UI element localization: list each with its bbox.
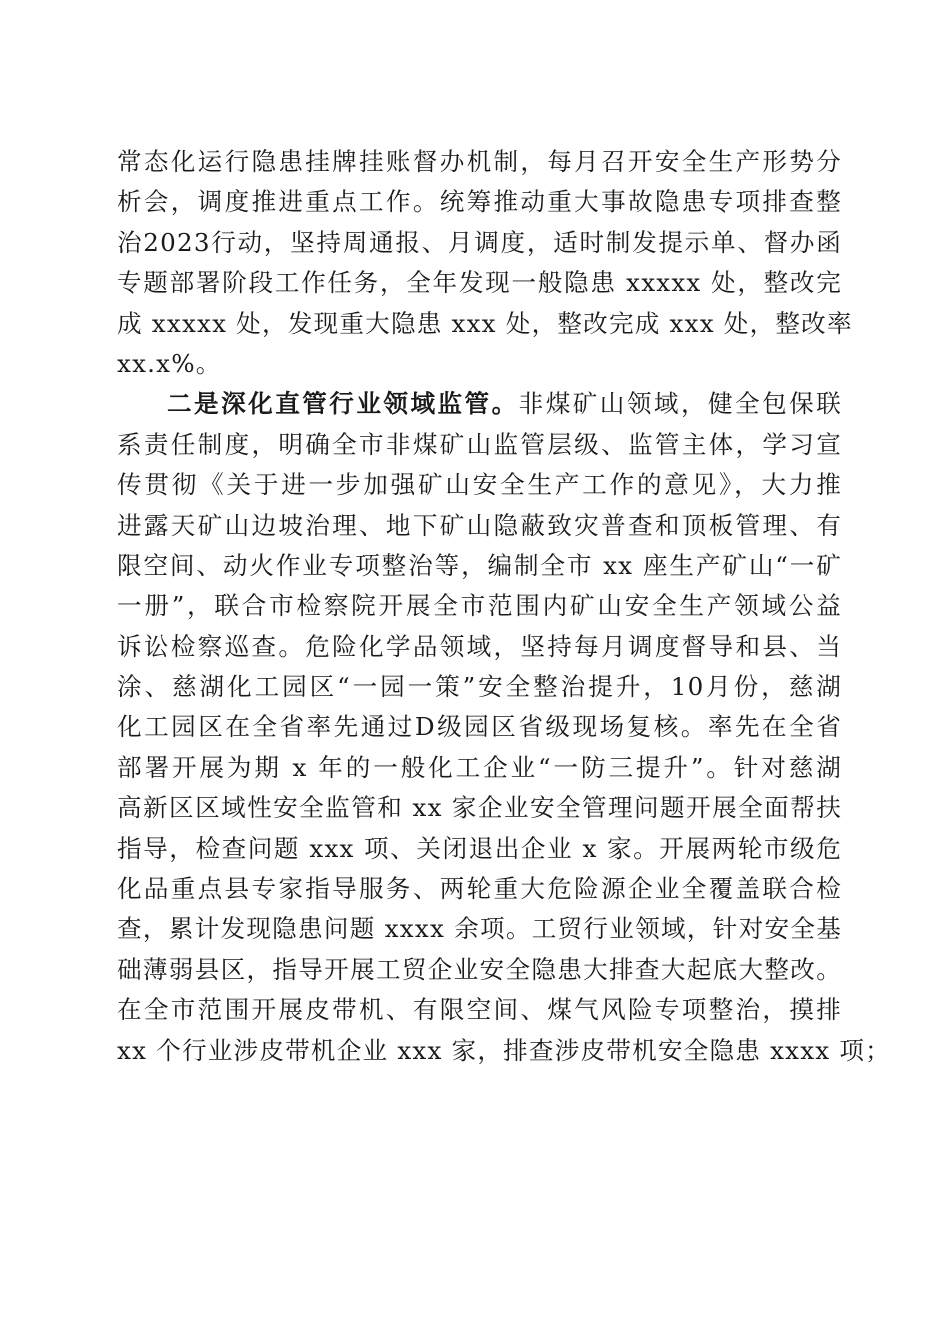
text-line: 指导，检查问题 xxx 项、关闭退出企业 x 家。开展两轮市级危 <box>117 833 842 863</box>
text-line: 成 xxxxx 处，发现重大隐患 xxx 处，整改完成 xxx 处，整改率 <box>117 308 853 338</box>
text-line: 部署开展为期 x 年的一般化工企业“一防三提升”。针对慈湖 <box>117 752 842 782</box>
text-line: 专题部署阶段工作任务，全年发现一般隐患 xxxxx 处，整改完 <box>117 268 842 298</box>
paragraph-lead-heading: 二是深化直管行业领域监管。 <box>167 389 519 419</box>
text-line: 析会，调度推进重点工作。统筹推动重大事故隐患专项排查整 <box>117 187 842 217</box>
text-line: 化品重点县专家指导服务、两轮重大危险源企业全覆盖联合检 <box>117 874 842 904</box>
document-body <box>117 142 891 1071</box>
text-segment: 非煤矿山领域，健全包保联 <box>518 389 842 419</box>
text-line: 在全市范围开展皮带机、有限空间、煤气风险专项整治，摸排 <box>117 995 842 1025</box>
text-line: 础薄弱县区，指导开展工贸企业安全隐患大排查大起底大整改。 <box>117 954 842 984</box>
text-line: 诉讼检察巡查。危险化学品领域，坚持每月调度督导和县、当 <box>117 631 842 661</box>
text-line: xx 个行业涉皮带机企业 xxx 家，排查涉皮带机安全隐患 xxxx 项； <box>117 1035 891 1065</box>
text-line: 治2023行动，坚持周通报、月调度，适时制发提示单、督办函 <box>117 227 842 257</box>
paragraph-hazard-supervision <box>117 142 853 384</box>
text-line: 系责任制度，明确全市非煤矿山监管层级、监管主体，学习宣 <box>117 429 842 459</box>
text-line: 查，累计发现隐患问题 xxxx 余项。工贸行业领域，针对安全基 <box>117 914 842 944</box>
text-line: 涂、慈湖化工园区“一园一策”安全整治提升，10月份，慈湖 <box>117 672 842 702</box>
text-line: 一册”，联合市检察院开展全市范围内矿山安全生产领域公益 <box>117 591 842 621</box>
text-line: 传贯彻《关于进一步加强矿山安全生产工作的意见》，大力推 <box>117 470 842 500</box>
text-line: xx.x%。 <box>117 348 222 378</box>
text-line: 进露天矿山边坡治理、地下矿山隐蔽致灾普查和顶板管理、有 <box>117 510 842 540</box>
paragraph-industry-supervision <box>117 384 891 1071</box>
text-line-first <box>117 384 842 424</box>
text-line: 高新区区域性安全监管和 xx 家企业安全管理问题开展全面帮扶 <box>117 793 842 823</box>
text-line: 常态化运行隐患挂牌挂账督办机制，每月召开安全生产形势分 <box>117 147 842 176</box>
text-line: 限空间、动火作业专项整治等，编制全市 xx 座生产矿山“一矿 <box>117 550 842 580</box>
text-line: 化工园区在全省率先通过D级园区省级现场复核。率先在全省 <box>117 712 842 742</box>
